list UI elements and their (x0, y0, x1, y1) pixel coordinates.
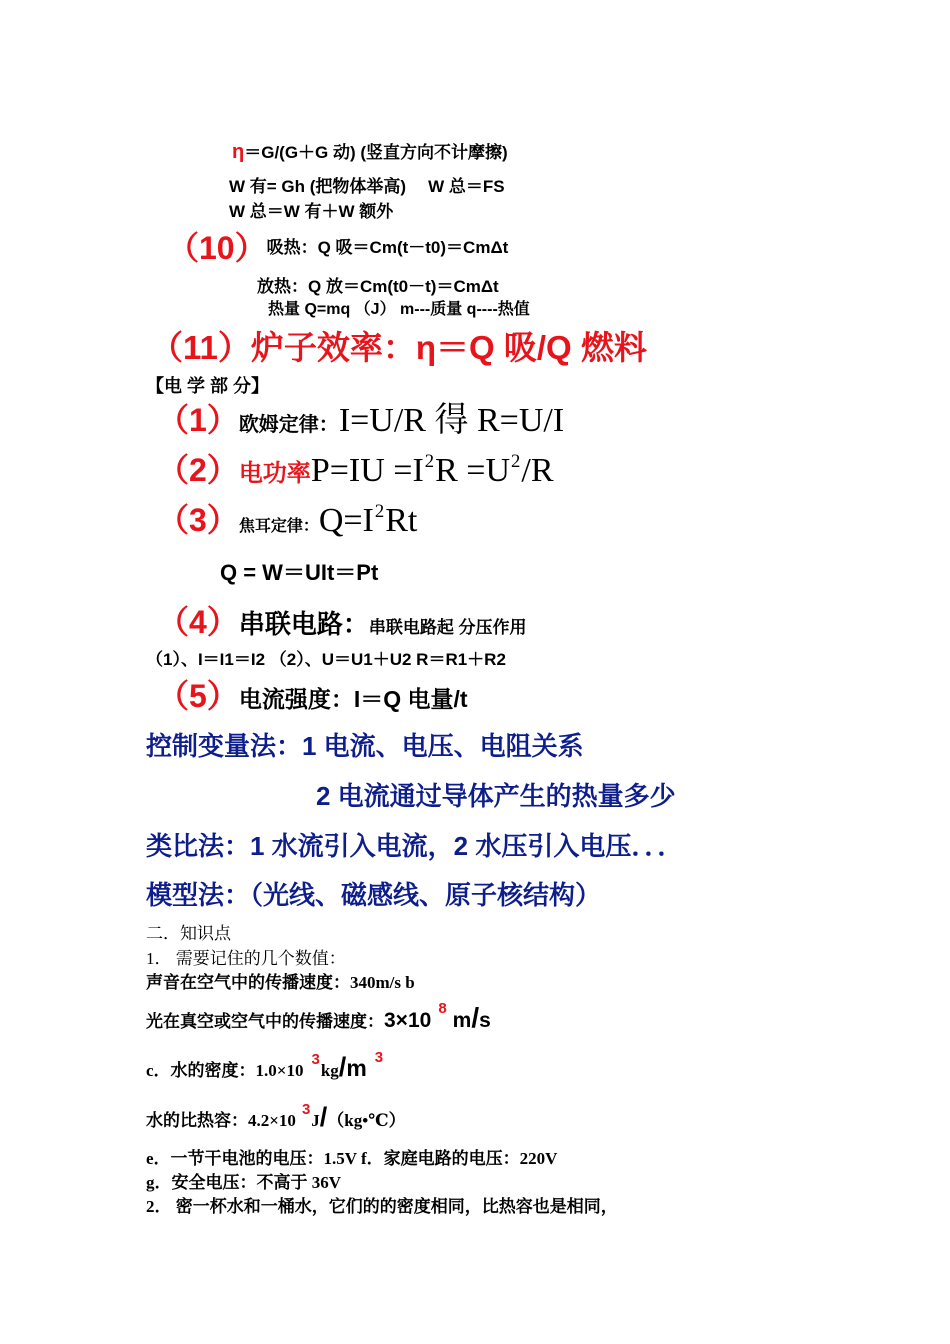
light-speed-base: 3×10 (384, 1009, 432, 1032)
water-heat-capacity-exp: 3 (301, 1101, 311, 1118)
light-speed-slash: / (471, 1002, 480, 1033)
stove-efficiency-label: （11）炉子效率： (150, 329, 416, 366)
water-density-m-exp: 3 (374, 1049, 384, 1066)
section-title-electric: 【电 学 部 分】 (146, 376, 270, 396)
water-density-slash: / (338, 1052, 347, 1082)
control-variable-method-2: 2 电流通过导体产生的热量多少 (316, 781, 676, 811)
eta-symbol: η (232, 141, 245, 163)
light-speed-line (146, 1000, 491, 1033)
water-density-m: m (346, 1055, 367, 1081)
series-circuit-line (157, 606, 527, 638)
water-density-label: c．水的密度：1.0×10 (146, 1061, 304, 1080)
light-speed-unit-m: m (452, 1009, 472, 1032)
knowledge-item-2: 2． 密一杯水和一桶水，它们的的密度相同，比热容也是相同， (146, 1197, 618, 1216)
eta-pulley-formula (232, 142, 508, 162)
safe-voltage: g．安全电压：不高于 36V (146, 1173, 342, 1192)
joule-law-label: 焦耳定律： (238, 518, 319, 535)
battery-voltage: e．一节干电池的电压：1.5V f．家庭电路的电压：220V (146, 1149, 558, 1168)
work-total-sum: W 总＝W 有＋W 额外 (229, 202, 394, 221)
heat-absorb-line (167, 232, 508, 264)
joule-formula-a: Q=I (318, 502, 374, 539)
series-equations: （1）、I＝I1＝I2 （2）、U＝U1＋U2 R＝R1＋R2 (146, 650, 506, 669)
item-number-4: （4） (157, 604, 239, 640)
ohm-law-label: 欧姆定律： (238, 414, 339, 436)
water-heat-capacity-j: J (311, 1111, 320, 1130)
heat-work-equation: Q = W＝UIt＝Pt (220, 560, 379, 585)
light-speed-unit-s: s (479, 1009, 491, 1032)
stove-efficiency-formula: η＝Q 吸/Q 燃料 (415, 329, 647, 366)
water-density-unit: kg (320, 1061, 339, 1080)
fuel-heat-formula: 热量 Q=mq （J） m---质量 q----热值 (268, 301, 530, 318)
stove-efficiency-line (150, 331, 647, 364)
sound-speed: 声音在空气中的传播速度：340m/s b (146, 973, 415, 992)
model-method: 模型法：（光线、磁感线、原子核结构） (146, 880, 602, 910)
power-sup-1: 2 (424, 450, 435, 472)
joule-sup: 2 (374, 500, 385, 522)
series-circuit-note: 串联电路起 分压作用 (368, 618, 527, 637)
series-circuit-label: 串联电路： (238, 609, 369, 639)
joule-formula-b: Rt (385, 502, 418, 539)
water-heat-capacity-unit: （kg•℃） (327, 1111, 406, 1130)
water-heat-capacity-slash: / (319, 1102, 328, 1132)
ohm-law-formula: I=U/R 得 R=U/I (338, 402, 565, 439)
control-variable-method: 控制变量法：1 电流、电压、电阻关系 (146, 731, 584, 761)
water-heat-capacity-label: 水的比热容：4.2×10 (146, 1111, 296, 1130)
light-speed-exp: 8 (438, 1000, 447, 1017)
current-intensity-text: 电流强度：I＝Q 电量/t (238, 686, 468, 712)
water-density-exp: 3 (311, 1051, 320, 1068)
electric-power-label: 电功率 (238, 460, 311, 487)
work-useful: W 有= Gh (把物体举高) (229, 177, 407, 196)
power-sup-2: 2 (511, 450, 521, 472)
ohm-law-line (157, 404, 564, 438)
water-heat-capacity-line (146, 1101, 406, 1132)
power-formula-b: R =U (435, 452, 511, 489)
light-speed-label: 光在真空或空气中的传播速度： (146, 1012, 384, 1031)
joule-law-line (157, 500, 418, 539)
eta-formula-text: ＝G/(G＋G 动) (竖直方向不计摩擦) (244, 143, 508, 162)
item-number-5: （5） (157, 678, 239, 714)
knowledge-item-1: 1． 需要记住的几个数值： (146, 949, 346, 968)
item-number-3: （3） (157, 502, 239, 538)
heat-release-formula: 放热：Q 放＝Cm(t0－t)＝CmΔt (257, 277, 499, 296)
water-density-line (146, 1049, 384, 1082)
item-number-2: （2） (157, 452, 239, 488)
work-total-fs: W 总＝FS (428, 177, 505, 196)
knowledge-title: 二．知识点 (146, 924, 231, 943)
item-number-1: （1） (157, 402, 239, 438)
analogy-method: 类比法：1 水流引入电流，2 水压引入电压．．． (146, 831, 684, 861)
work-useful-line (229, 178, 505, 195)
power-formula-c: /R (521, 452, 554, 489)
heat-absorb-formula: 吸热：Q 吸＝Cm(t－t0)＝CmΔt (266, 238, 509, 257)
electric-power-line (157, 450, 554, 489)
item-number-10: （10） (167, 230, 267, 266)
power-formula-a: P=IU =I (310, 452, 424, 489)
current-intensity-line (157, 680, 468, 712)
